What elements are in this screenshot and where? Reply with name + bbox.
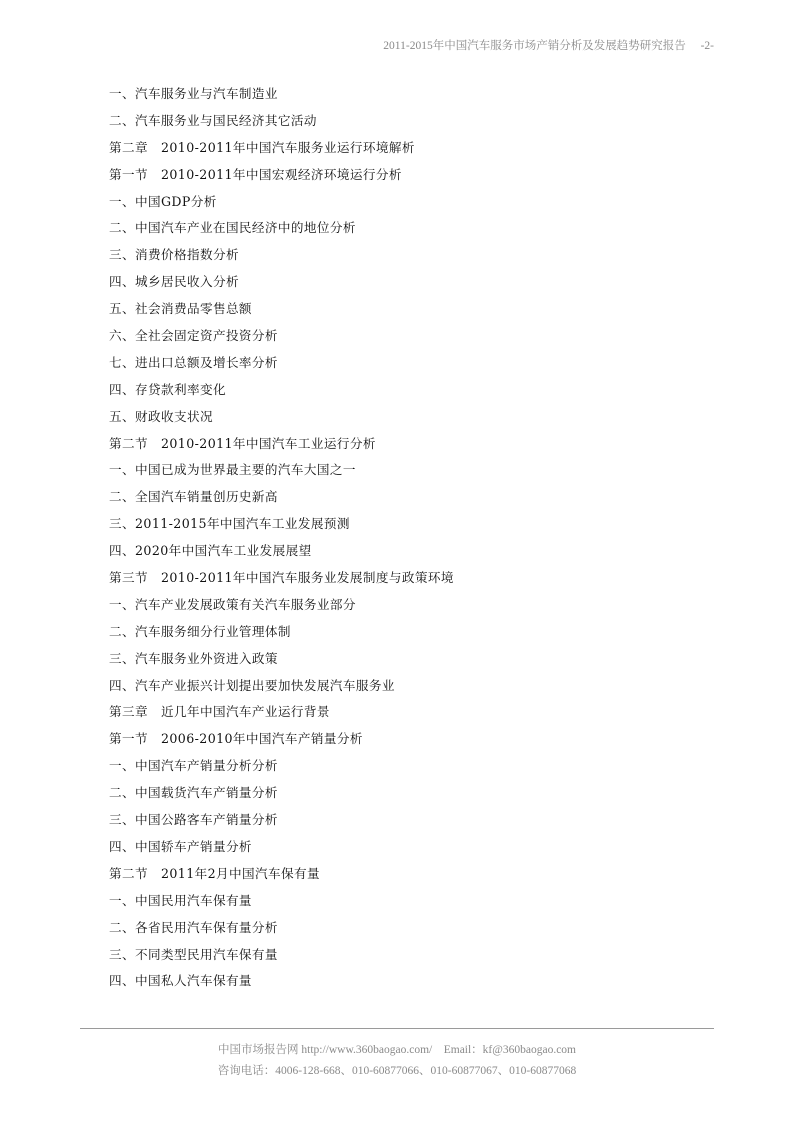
- toc-entry: 三、2011-2015年中国汽车工业发展预测: [109, 516, 350, 532]
- toc-entry: 四、汽车产业振兴计划提出要加快发展汽车服务业: [109, 677, 395, 693]
- toc-entry: 三、不同类型民用汽车保有量: [109, 946, 278, 962]
- toc-entry: 二、汽车服务业与国民经济其它活动: [109, 112, 317, 128]
- toc-entry: 四、存贷款利率变化: [109, 381, 226, 397]
- toc-chapter-heading: 第二章 2010-2011年中国汽车服务业运行环境解析: [109, 139, 415, 155]
- toc-entry: 二、各省民用汽车保有量分析: [109, 919, 278, 935]
- toc-entry: 四、中国轿车产销量分析: [109, 838, 252, 854]
- page-number: -2-: [700, 40, 714, 52]
- toc-section-heading: 第一节 2006-2010年中国汽车产销量分析: [109, 731, 363, 747]
- toc-entry: 一、汽车服务业与汽车制造业: [109, 86, 278, 101]
- toc-chapter-heading: 第三章 近几年中国汽车产业运行背景: [109, 704, 330, 720]
- toc-entry: 四、2020年中国汽车工业发展展望: [109, 543, 312, 559]
- toc-entry: 二、中国汽车产业在国民经济中的地位分析: [109, 220, 356, 236]
- toc-section-heading: 第三节 2010-2011年中国汽车服务业发展制度与政策环境: [109, 570, 454, 586]
- toc-entry: 五、财政收支状况: [109, 408, 213, 424]
- toc-entry: 三、中国公路客车产销量分析: [109, 812, 278, 828]
- toc-entry: 一、中国汽车产销量分析分析: [109, 758, 278, 774]
- page-header: [383, 37, 714, 53]
- toc-entry: 二、汽车服务细分行业管理体制: [109, 623, 291, 639]
- toc-section-heading: 第二节 2011年2月中国汽车保有量: [109, 865, 320, 881]
- footer-divider: [80, 1028, 714, 1029]
- toc-entry: 一、中国GDP分析: [109, 193, 217, 209]
- toc-entry: 一、汽车产业发展政策有关汽车服务业部分: [109, 596, 356, 612]
- toc-entry: 二、中国载货汽车产销量分析: [109, 785, 278, 801]
- toc-entry: 四、城乡居民收入分析: [109, 274, 239, 290]
- toc-entry: 三、汽车服务业外资进入政策: [109, 650, 278, 666]
- toc-entry: 三、消费价格指数分析: [109, 247, 239, 263]
- table-of-contents: [109, 81, 709, 995]
- toc-entry: 四、中国私人汽车保有量: [109, 973, 252, 989]
- toc-entry: 五、社会消费品零售总额: [109, 301, 252, 317]
- header-title: 2011-2015年中国汽车服务市场产销分析及发展趋势研究报告: [383, 40, 686, 52]
- toc-entry: 二、全国汽车销量创历史新高: [109, 489, 278, 505]
- toc-entry: 六、全社会固定资产投资分析: [109, 328, 278, 344]
- toc-entry: 七、进出口总额及增长率分析: [109, 354, 278, 370]
- footer-contact-web: 中国市场报告网 http://www.360baogao.com/ Email：kf@360baogao.com: [218, 1044, 576, 1056]
- toc-section-heading: 第二节 2010-2011年中国汽车工业运行分析: [109, 435, 376, 451]
- toc-entry: 一、中国已成为世界最主要的汽车大国之一: [109, 462, 356, 478]
- toc-entry: 一、中国民用汽车保有量: [109, 892, 252, 908]
- footer-contact-phone: 咨询电话：4006-128-668、010-60877066、010-60877067、010-60877068: [217, 1065, 577, 1077]
- toc-section-heading: 第一节 2010-2011年中国宏观经济环境运行分析: [109, 166, 402, 182]
